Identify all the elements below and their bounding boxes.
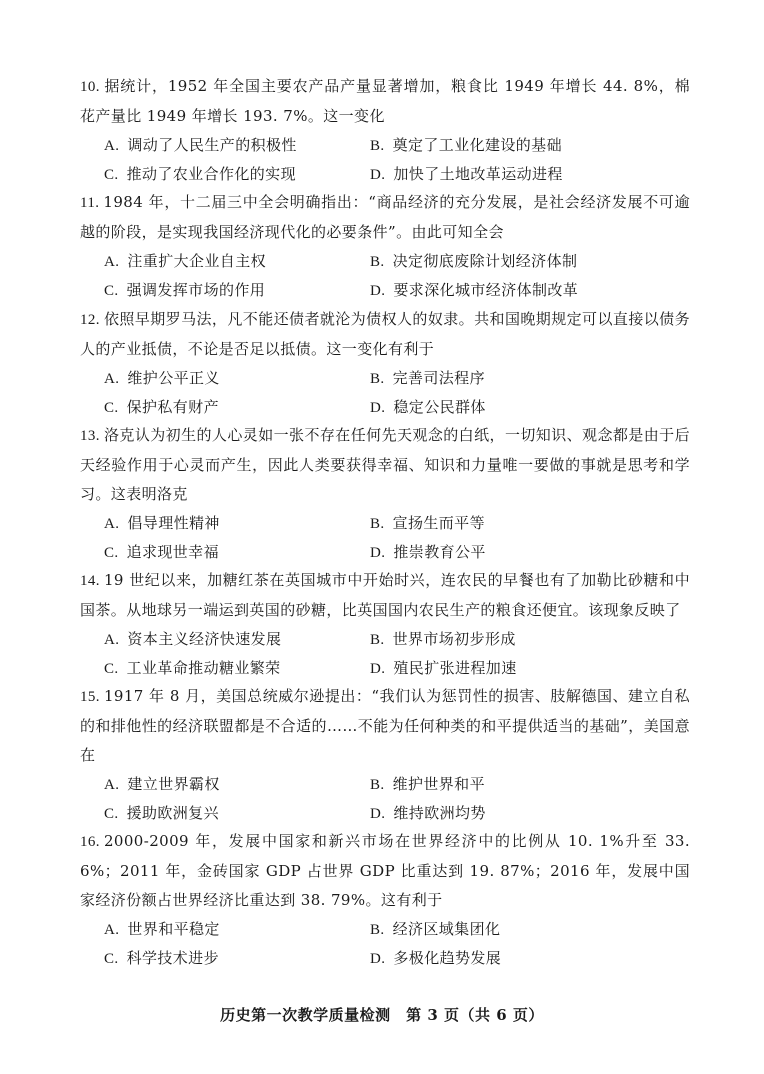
option-letter: B. xyxy=(370,922,385,938)
question-16 xyxy=(80,827,690,973)
option-text: 世界市场初步形成 xyxy=(392,630,516,648)
question-number: 16. xyxy=(80,834,100,850)
option-text: 建立世界霸权 xyxy=(127,775,220,793)
option-c xyxy=(104,799,219,829)
option-row xyxy=(80,799,690,828)
option-letter: C. xyxy=(104,400,119,416)
option-row xyxy=(80,247,690,276)
option-text: 推动了农业合作化的实现 xyxy=(126,165,296,183)
option-letter: A. xyxy=(104,516,120,532)
option-text: 经济区域集团化 xyxy=(392,920,501,938)
question-number: 14. xyxy=(80,573,100,589)
option-text: 维持欧洲均势 xyxy=(393,804,486,822)
option-text: 加快了土地改革运动进程 xyxy=(393,165,563,183)
option-letter: D. xyxy=(370,545,386,561)
option-d xyxy=(370,799,486,829)
question-number: 15. xyxy=(80,689,100,705)
option-row xyxy=(80,160,690,189)
option-text: 保护私有财产 xyxy=(126,398,219,416)
option-letter: A. xyxy=(104,371,120,387)
option-c xyxy=(104,944,219,974)
option-d xyxy=(370,160,563,190)
option-text: 科学技术进步 xyxy=(126,949,219,967)
option-row xyxy=(80,364,690,393)
option-letter: C. xyxy=(104,951,119,967)
option-letter: C. xyxy=(104,167,119,183)
option-b xyxy=(370,770,485,800)
option-text: 多极化趋势发展 xyxy=(393,949,502,967)
question-12 xyxy=(80,305,690,422)
option-a xyxy=(104,915,220,945)
option-row xyxy=(80,625,690,654)
option-text: 殖民扩张进程加速 xyxy=(393,659,517,677)
option-b xyxy=(370,247,577,277)
option-letter: B. xyxy=(370,632,385,648)
option-a xyxy=(104,247,266,277)
option-letter: B. xyxy=(370,777,385,793)
option-row xyxy=(80,131,690,160)
option-text: 要求深化城市经济体制改革 xyxy=(393,281,579,299)
option-letter: A. xyxy=(104,138,120,154)
option-text: 稳定公民群体 xyxy=(393,398,486,416)
option-text: 资本主义经济快速发展 xyxy=(127,630,282,648)
option-letter: B. xyxy=(370,371,385,387)
question-text: 19 世纪以来，加糖红茶在英国城市中开始时兴，连农民的早餐也有了加勒比砂糖和中国茶。从地球另一端运到英国的砂糖，比英国国内农民生产的粮食还便宜。该现象反映了 xyxy=(80,571,690,619)
option-d xyxy=(370,654,517,684)
question-number: 11. xyxy=(80,195,100,211)
option-text: 追求现世幸福 xyxy=(126,543,219,561)
option-letter: A. xyxy=(104,922,120,938)
question-number: 10. xyxy=(80,79,100,95)
question-text: 洛克认为初生的人心灵如一张不存在任何先天观念的白纸，一切知识、观念都是由于后天经验作用于心灵而产生，因此人类要获得幸福、知识和力量唯一要做的事就是思考和学习。这表明洛克 xyxy=(80,426,690,503)
question-number: 12. xyxy=(80,312,100,328)
option-a xyxy=(104,364,220,394)
option-c xyxy=(104,538,219,568)
option-text: 调动了人民生产的积极性 xyxy=(127,136,297,154)
option-letter: B. xyxy=(370,138,385,154)
question-11 xyxy=(80,188,690,305)
option-d xyxy=(370,393,486,423)
option-a xyxy=(104,770,220,800)
option-letter: D. xyxy=(370,400,386,416)
option-b xyxy=(370,131,562,161)
option-letter: D. xyxy=(370,951,386,967)
question-15 xyxy=(80,682,690,828)
question-stem xyxy=(80,421,690,509)
option-letter: A. xyxy=(104,632,120,648)
option-letter: D. xyxy=(370,661,386,677)
option-b xyxy=(370,915,500,945)
option-b xyxy=(370,625,516,655)
option-text: 决定彻底废除计划经济体制 xyxy=(392,252,578,270)
question-14 xyxy=(80,566,690,683)
question-text: 1917 年 8 月，美国总统威尔逊提出：“我们认为惩罚性的损害、肢解德国、建立自私的和排他性的经济联盟都是不合适的……不能为任何种类的和平提供适当的基础”，美国意在 xyxy=(80,687,690,764)
option-a xyxy=(104,625,281,655)
option-d xyxy=(370,538,486,568)
option-row xyxy=(80,944,690,973)
option-row xyxy=(80,538,690,567)
question-stem xyxy=(80,72,690,131)
option-text: 宣扬生而平等 xyxy=(392,514,485,532)
option-letter: A. xyxy=(104,254,120,270)
option-text: 注重扩大企业自主权 xyxy=(127,252,266,270)
option-b xyxy=(370,364,485,394)
option-a xyxy=(104,131,297,161)
option-letter: C. xyxy=(104,545,119,561)
option-text: 强调发挥市场的作用 xyxy=(126,281,266,299)
option-letter: A. xyxy=(104,777,120,793)
question-text: 1984 年，十二届三中全会明确指出：“商品经济的充分发展，是社会经济发展不可逾越的阶段，是实现我国经济现代化的必要条件”。由此可知全会 xyxy=(80,193,690,241)
question-text: 据统计，1952 年全国主要农产品产量显著增加，粮食比 1949 年增长 44. 8%，棉花产量比 1949 年增长 193. 7%。这一变化 xyxy=(80,77,690,125)
option-text: 援助欧洲复兴 xyxy=(126,804,219,822)
question-text: 依照早期罗马法，凡不能还债者就沦为债权人的奴隶。共和国晚期规定可以直接以债务人的产业抵债，不论是否足以抵债。这一变化有利于 xyxy=(80,310,690,358)
option-letter: C. xyxy=(104,283,119,299)
option-row xyxy=(80,509,690,538)
question-stem xyxy=(80,827,690,915)
question-stem xyxy=(80,682,690,770)
option-text: 倡导理性精神 xyxy=(127,514,220,532)
option-text: 维护世界和平 xyxy=(392,775,485,793)
option-text: 奠定了工业化建设的基础 xyxy=(392,136,562,154)
question-stem xyxy=(80,305,690,364)
option-letter: D. xyxy=(370,806,386,822)
page-footer: 历史第一次教学质量检测 第 3 页（共 6 页） xyxy=(220,1006,544,1024)
option-c xyxy=(104,654,281,684)
option-letter: C. xyxy=(104,806,119,822)
option-row xyxy=(80,393,690,422)
question-stem xyxy=(80,566,690,625)
option-text: 完善司法程序 xyxy=(392,369,485,387)
option-letter: D. xyxy=(370,167,386,183)
question-13 xyxy=(80,421,690,567)
option-a xyxy=(104,509,220,539)
option-text: 世界和平稳定 xyxy=(127,920,220,938)
option-row xyxy=(80,654,690,683)
question-10 xyxy=(80,72,690,189)
option-d xyxy=(370,944,501,974)
option-text: 推崇教育公平 xyxy=(393,543,486,561)
option-c xyxy=(104,393,219,423)
question-stem xyxy=(80,188,690,247)
option-letter: C. xyxy=(104,661,119,677)
option-d xyxy=(370,276,578,306)
option-row xyxy=(80,915,690,944)
option-c xyxy=(104,160,296,190)
option-text: 工业革命推动糖业繁荣 xyxy=(126,659,281,677)
option-row xyxy=(80,276,690,305)
question-number: 13. xyxy=(80,428,100,444)
option-letter: B. xyxy=(370,516,385,532)
option-letter: D. xyxy=(370,283,386,299)
option-c xyxy=(104,276,265,306)
question-text: 2000-2009 年，发展中国家和新兴市场在世界经济中的比例从 10. 1%升至 33. 6%；2011 年，金砖国家 GDP 占世界 GDP 比重达到 19. 87%；2016 年，发展中国家经济份额占世界经济比重达到 38. 79%。这有利于 xyxy=(80,832,690,909)
option-row xyxy=(80,770,690,799)
option-b xyxy=(370,509,485,539)
option-letter: B. xyxy=(370,254,385,270)
option-text: 维护公平正义 xyxy=(127,369,220,387)
